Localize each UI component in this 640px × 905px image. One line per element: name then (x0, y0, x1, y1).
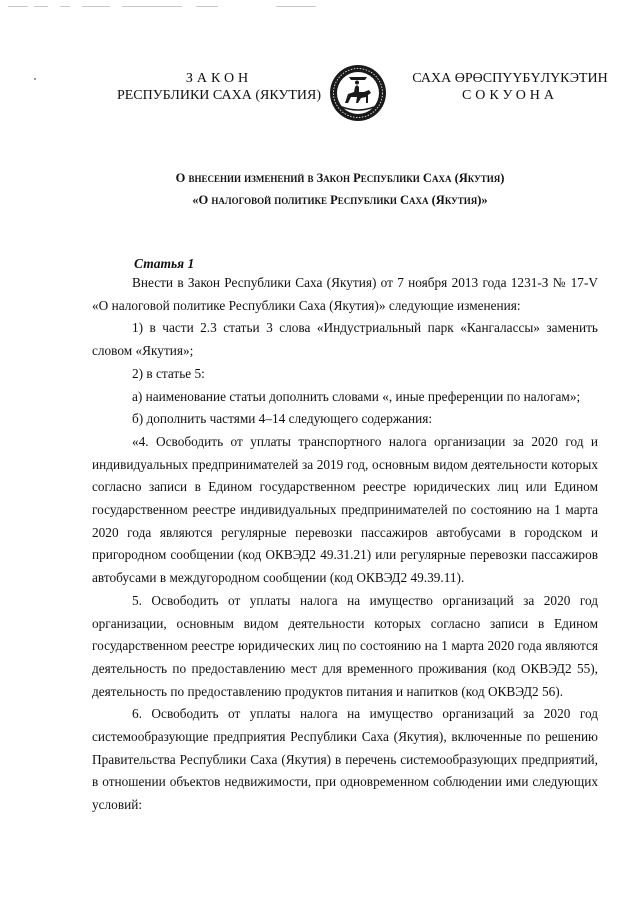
scan-dot (34, 78, 36, 80)
republic-name-sakha: САХА ӨРӨСПҮҮБҮЛҮКЭТИН (412, 71, 608, 86)
header-left (104, 70, 334, 104)
law-label-sakha: СОКУОНА (461, 88, 559, 103)
paragraph: б) дополнить частями 4–14 следующего содержания: (132, 411, 433, 427)
republic-name-ru: РЕСПУБЛИКИ САХА (ЯКУТИЯ) (116, 88, 322, 103)
paragraph: «4. Освободить от уплаты транспортного налога организации за 2020 год и индивидуальных предпринимателей за 2019 год, основным видом деятельности которых согласно записи в Едином государственном реестре юридических лиц или Едином государственном реестре индивидуальных предпринимателей по состоянию на 1 марта 2020 года являются регулярные перевозки пассажиров автобусами в городском и пригородном сообщении (код ОКВЭД2 49.31.21) или регулярные перевозки пассажиров автобусами в междугородном сообщении (код ОКВЭД2 49.39.11). (92, 433, 598, 586)
document-title-line1: О внесении изменений в Закон Республики Саха (Якутия) (175, 171, 505, 185)
article-body (92, 272, 598, 817)
paragraph: 1) в части 2.3 статьи 3 слова «Индустриальный парк «Кангалассы» заменить словом «Якутия»; (92, 320, 598, 359)
scan-artifact (122, 6, 182, 7)
document-title-line2: «О налоговой политике Республики Саха (Якутия)» (192, 193, 488, 207)
coat-of-arms-icon (328, 63, 388, 123)
scan-artifact (276, 6, 316, 7)
paragraph: Внести в Закон Республики Саха (Якутия) от 7 ноября 2013 года 1231-З № 17-V «О налоговой политике Республики Саха (Якутия)» следующие изменения: (92, 275, 598, 313)
paragraph: 2) в статье 5: (132, 365, 205, 381)
header-right (404, 70, 616, 104)
scan-artifact (60, 6, 70, 7)
paragraph: 5. Освободить от уплаты налога на имущество организаций за 2020 год организации, основным видом деятельности которых согласно записи в Едином государственном реестре юридических лиц по состоянию на 1 марта 2020 года являются деятельность по предоставлению мест для временного проживания (код ОКВЭД2 55), деятельность по предоставлению продуктов питания и напитков (код ОКВЭД2 56). (92, 592, 598, 699)
paragraph: а) наименование статьи дополнить словами «, иные преференции по налогам»; (132, 388, 581, 404)
scan-artifact (8, 6, 28, 7)
scan-artifact (82, 6, 110, 7)
scan-artifact (196, 6, 218, 7)
paragraph: 6. Освободить от уплаты налога на имущество организаций за 2020 год системообразующие предприятия Республики Саха (Якутия), включенные по решению Правительства Республики Саха (Якутия) в перечень системообразующих предприятий, в отношении объектов недвижимости, при одновременном соблюдении ими следующих условий: (92, 706, 598, 813)
law-label-ru: ЗАКОН (185, 71, 253, 86)
scan-artifact (34, 6, 48, 7)
article-heading: Статья 1 (134, 256, 195, 271)
